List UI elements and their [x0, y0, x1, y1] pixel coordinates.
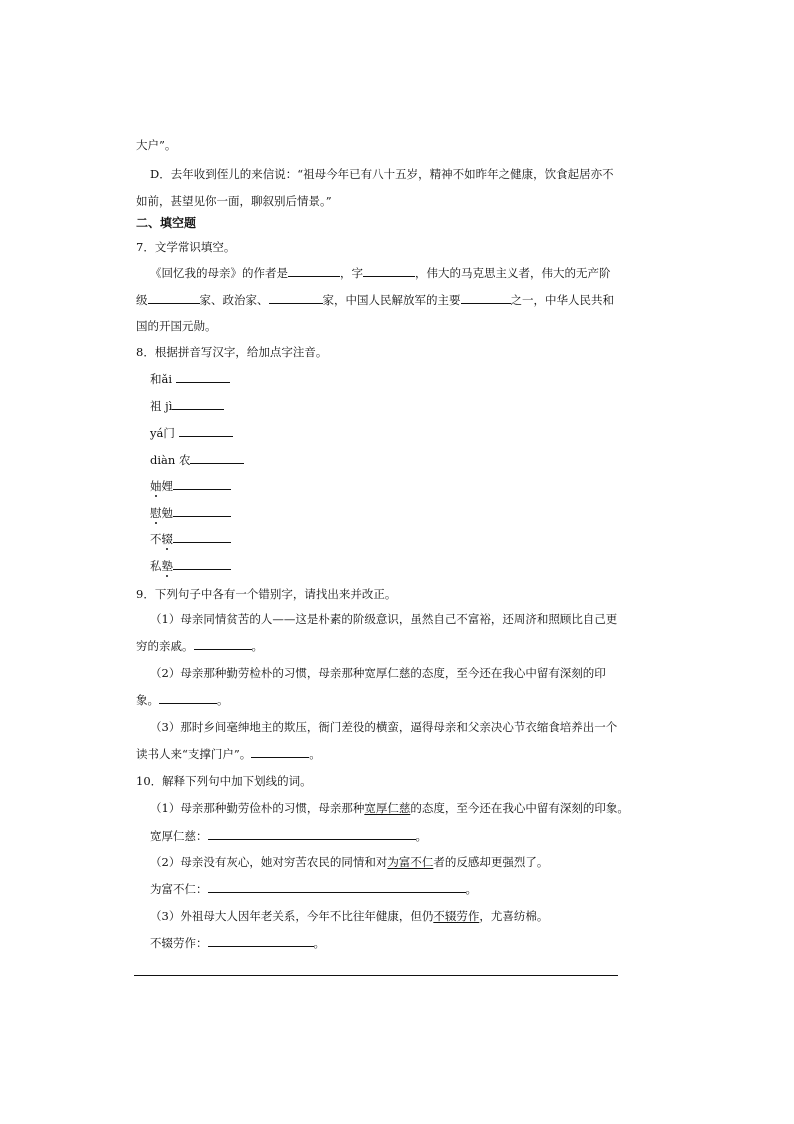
- q9-s1-line2: [136, 638, 263, 654]
- q8-answer-blank[interactable]: [173, 558, 231, 570]
- q10-label: 为富不仁：: [150, 882, 208, 896]
- q7-blank-courtesy-name[interactable]: [363, 265, 415, 277]
- q10-text: （1）母亲那种勤劳俭朴的习惯，母亲那种: [150, 801, 365, 815]
- q8-answer-blank[interactable]: [172, 398, 224, 410]
- q8-dotted-char: 妯: [150, 479, 162, 493]
- q8-item-3: [150, 425, 233, 441]
- q8-answer-blank[interactable]: [173, 505, 231, 517]
- q8-dotted-char: 辍: [161, 532, 173, 546]
- q9-answer-blank-1[interactable]: [194, 638, 252, 650]
- q9-text: 象。: [136, 693, 159, 707]
- q10-text: 的态度，至今还在我心中留有深刻的印象。: [410, 801, 629, 815]
- q10-text: ，尤喜纺棉。: [479, 909, 549, 923]
- q9-stem: 9．下列句子中各有一个错别字，请找出来并改正。: [136, 587, 397, 601]
- q10-underlined-term-1: 宽厚仁慈: [364, 801, 411, 815]
- q9-text: 读书人来“支撑门户”。: [136, 747, 252, 761]
- q8-item-text: 私: [150, 559, 162, 573]
- q10-text: （2）母亲没有灰心，她对穷苦农民的同情和对: [150, 855, 388, 869]
- q8-item-pinyin: diàn: [150, 453, 176, 467]
- q8-answer-blank[interactable]: [173, 478, 231, 490]
- q10-underlined-term-2: 为富不仁: [387, 855, 434, 869]
- q7-text: 级: [136, 293, 148, 307]
- q7-text: ，伟大的马克思主义者，伟大的无产阶: [415, 266, 611, 280]
- q8-item-5: [150, 478, 231, 494]
- q8-answer-blank[interactable]: [190, 452, 244, 464]
- section-heading-fill-in: 二、填空题: [136, 216, 197, 230]
- q8-dotted-char: 慰: [150, 506, 162, 520]
- q7-line3: 国的开国元勋。: [136, 319, 217, 333]
- q7-blank-role2[interactable]: [269, 292, 323, 304]
- q7-blank-role1[interactable]: [148, 292, 200, 304]
- q7-text: 家、政治家、: [199, 293, 269, 307]
- q7-text: 家，中国人民解放军的主要: [322, 293, 461, 307]
- q10-underlined-term-3: 不辍劳作: [433, 909, 480, 923]
- q10-s3: [150, 908, 548, 924]
- q10-a1: [150, 828, 427, 844]
- q9-text: 穷的亲戚。: [136, 639, 194, 653]
- q10-stem: 10．解释下列句中加下划线的词。: [136, 774, 312, 788]
- option-d-line2: 如前，甚望见你一面，聊叙别后情景。”: [136, 194, 332, 208]
- q7-text: 《回忆我的母亲》的作者是: [150, 266, 288, 280]
- q8-item-7: [150, 531, 231, 547]
- q10-text: 者的反感却更强烈了。: [433, 855, 549, 869]
- q9-s3-line1: （3）那时乡间毫绅地主的欺压，衙门差役的横蛮，逼得母亲和父亲决心节衣缩食培养出一个: [150, 720, 618, 734]
- q7-text: ，字: [340, 266, 363, 280]
- q8-item-text: 娌: [161, 479, 173, 493]
- q9-s1-line1: （1）母亲同情贫苦的人——这是朴素的阶级意识，虽然自己不富裕，还周济和照顾比自己更: [150, 612, 618, 626]
- q10-answer-blank-1[interactable]: [208, 828, 416, 840]
- q8-item-4: [150, 452, 244, 468]
- q9-answer-blank-3[interactable]: [251, 746, 309, 758]
- q8-answer-blank[interactable]: [176, 371, 230, 383]
- q10-a2: [150, 881, 477, 897]
- q8-item-text: 农: [175, 453, 191, 467]
- q8-item-text: yá门: [150, 426, 175, 440]
- q8-item-6: [150, 505, 231, 521]
- q8-dotted-char: 塾: [161, 559, 173, 573]
- q8-item-2: [150, 398, 224, 414]
- q9-s2-line1: （2）母亲那种勤劳检朴的习惯，母亲那种宽厚仁慈的态度，至今还在我心中留有深刻的印: [150, 666, 606, 680]
- q8-answer-blank[interactable]: [173, 531, 231, 543]
- q10-period: 。: [313, 936, 325, 950]
- q10-period: 。: [415, 829, 427, 843]
- q9-period: 。: [251, 639, 263, 653]
- q8-item-text: 和ǎi: [150, 372, 173, 386]
- q8-stem: 8．根据拼音写汉字，给加点字注音。: [136, 345, 328, 359]
- q9-period: 。: [217, 693, 229, 707]
- q8-item-text: 不: [150, 532, 162, 546]
- q9-answer-blank-2[interactable]: [159, 692, 217, 704]
- q10-answer-blank-3[interactable]: [208, 935, 314, 947]
- q8-answer-blank[interactable]: [179, 425, 233, 437]
- q9-s3-line2: [136, 746, 321, 762]
- q10-text: （3）外祖母大人因年老关系，今年不比往年健康，但仍: [150, 909, 434, 923]
- q10-answer-blank-2[interactable]: [208, 881, 466, 893]
- option-d-line1: D．去年收到侄儿的来信说：“祖母今年已有八十五岁，精神不如昨年之健康，饮食起居亦不: [150, 167, 614, 181]
- q10-label: 不辍劳作：: [150, 936, 208, 950]
- bottom-divider: [134, 975, 618, 976]
- q7-blank-author[interactable]: [288, 265, 340, 277]
- q10-period: 。: [465, 882, 477, 896]
- q10-a3: [150, 935, 325, 951]
- prev-question-tail: 大户”。: [136, 138, 177, 152]
- q8-item-text: 祖 jì: [150, 399, 173, 413]
- q10-s1: [150, 800, 629, 816]
- q9-s2-line2: [136, 692, 229, 708]
- q7-line1: [150, 265, 611, 281]
- q8-item-1: [150, 371, 230, 387]
- q7-text: 之一，中华人民共和: [510, 293, 614, 307]
- q10-label: 宽厚仁慈：: [150, 829, 208, 843]
- q7-line2: [136, 292, 614, 308]
- q7-stem: 7．文学常识填空。: [136, 240, 236, 254]
- q8-item-text: 勉: [161, 506, 173, 520]
- q8-item-8: [150, 558, 231, 574]
- q10-s2: [150, 854, 548, 870]
- q7-blank-role3[interactable]: [461, 292, 511, 304]
- q9-period: 。: [309, 747, 321, 761]
